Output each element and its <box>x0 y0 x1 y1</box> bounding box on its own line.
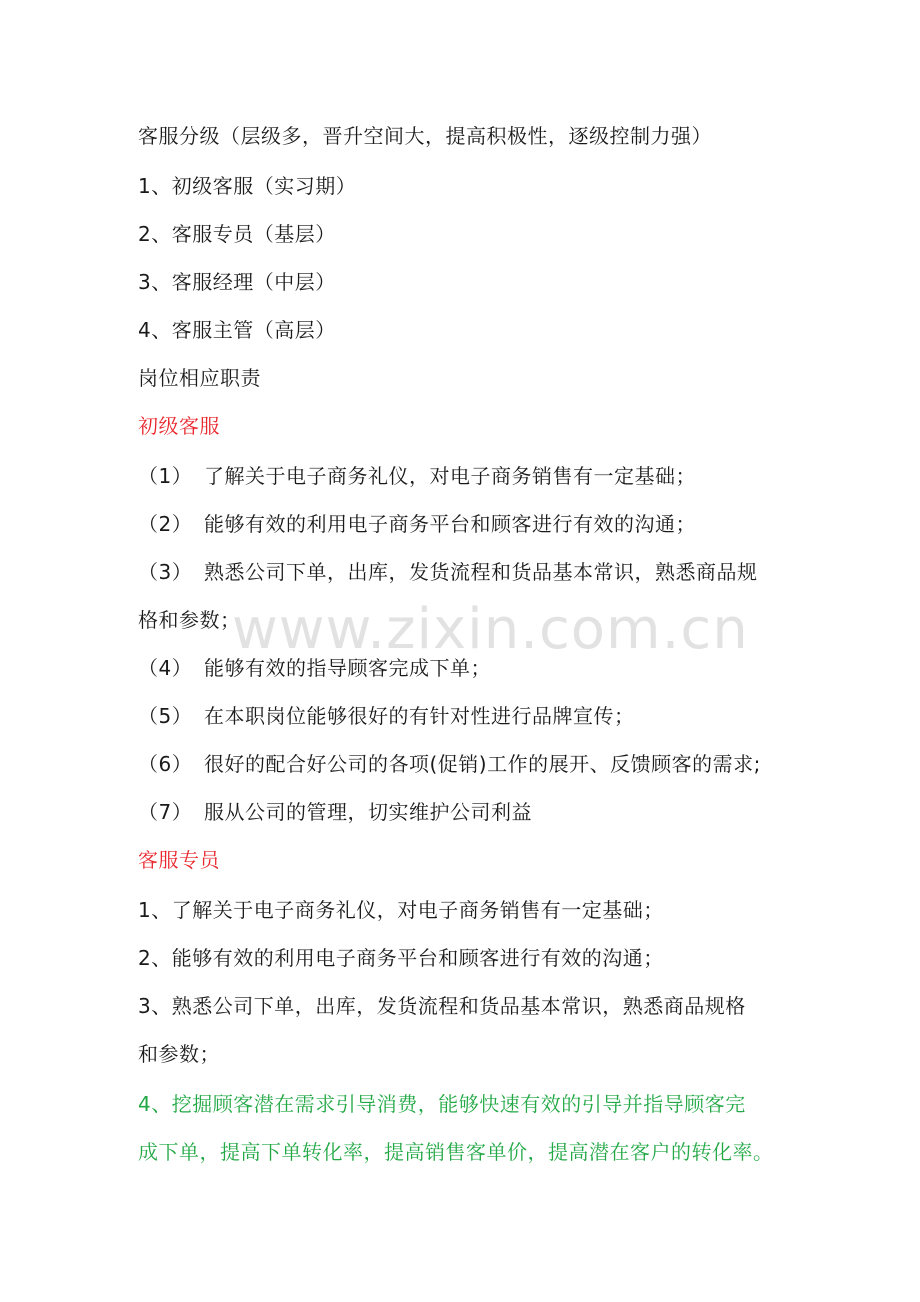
specialist-duty-3-continuation: 和参数； <box>138 1042 220 1066</box>
specialist-duty-1: 1、了解关于电子商务礼仪，对电子商务销售有一定基础； <box>138 898 664 922</box>
specialist-duty-4-highlight-continuation: 成下单，提高下单转化率，提高销售客单价，提高潜在客户的转化率。 <box>138 1140 774 1164</box>
duty-text: 能够有效的利用电子商务平台和顾客进行有效的沟通； <box>204 512 696 536</box>
duty-number: （7） <box>138 800 193 824</box>
level-item-2: 2、客服专员（基层） <box>138 222 336 246</box>
duty-text: 服从公司的管理，切实维护公司利益 <box>204 800 532 824</box>
specialist-duty-3: 3、熟悉公司下单，出库，发货流程和货品基本常识，熟悉商品规格 <box>138 994 746 1018</box>
level-item-3: 3、客服经理（中层） <box>138 270 336 294</box>
duty-text: 很好的配合好公司的各项(促销)工作的展开、反馈顾客的需求; <box>204 752 761 776</box>
duty-text: 了解关于电子商务礼仪，对电子商务销售有一定基础； <box>204 464 696 488</box>
level-item-1: 1、初级客服（实习期） <box>138 174 357 198</box>
junior-duty-5 <box>138 702 635 730</box>
junior-duty-6 <box>138 750 761 778</box>
duty-text: 熟悉公司下单，出库，发货流程和货品基本常识，熟悉商品规 <box>204 560 758 584</box>
duty-number: （3） <box>138 560 193 584</box>
junior-duty-1 <box>138 462 696 490</box>
duty-number: （6） <box>138 752 193 776</box>
specialist-heading: 客服专员 <box>138 848 220 872</box>
junior-duty-3-continuation: 格和参数； <box>138 608 241 632</box>
section-title: 客服分级（层级多，晋升空间大，提高积极性，逐级控制力强） <box>138 124 712 148</box>
duty-text: 在本职岗位能够很好的有针对性进行品牌宣传； <box>204 704 635 728</box>
duty-number: （4） <box>138 656 193 680</box>
junior-duty-3 <box>138 558 758 586</box>
duty-number: （1） <box>138 464 193 488</box>
duty-number: （5） <box>138 704 193 728</box>
duty-number: （2） <box>138 512 193 536</box>
duty-text: 能够有效的指导顾客完成下单； <box>204 656 491 680</box>
junior-duty-2 <box>138 510 696 538</box>
junior-duty-7 <box>138 798 532 826</box>
specialist-duty-4-highlight: 4、挖掘顾客潜在需求引导消费，能够快速有效的引导并指导顾客完 <box>138 1092 746 1116</box>
specialist-duty-2: 2、能够有效的利用电子商务平台和顾客进行有效的沟通； <box>138 946 664 970</box>
watermark-text: www.zixin.com.cn <box>232 597 749 662</box>
duties-heading: 岗位相应职责 <box>138 366 261 390</box>
junior-heading: 初级客服 <box>138 414 220 438</box>
level-item-4: 4、客服主管（高层） <box>138 318 336 342</box>
